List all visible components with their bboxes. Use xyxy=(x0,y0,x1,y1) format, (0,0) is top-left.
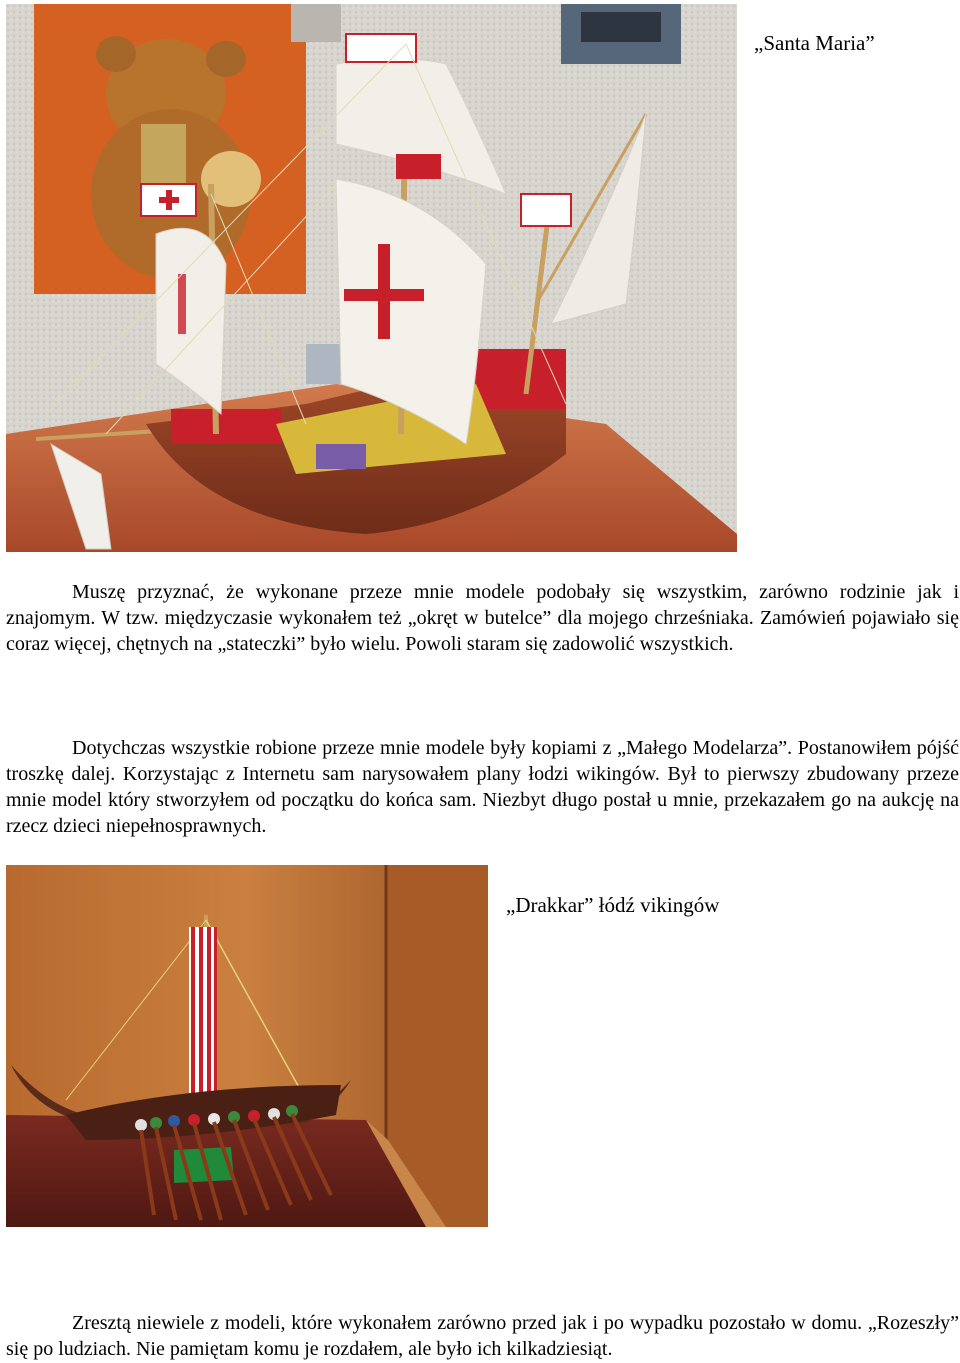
sailing-ship-photo-icon xyxy=(6,4,737,552)
drakkar-caption: „Drakkar” łódź vikingów xyxy=(506,893,720,917)
paragraph-1-text: Muszę przyznać, że wykonane przeze mnie modele podobały się wszystkim, zarówno rodzinie jak i znajomym. W tzw. międzyczasie wykonałem też „okręt w butelce” dla mojego chrześniaka. Zamówień pojawiało się coraz więcej, chętnych na „stateczki” było wielu. Powoli staram się zadowolić wszystkich. xyxy=(6,581,959,655)
santa-maria-photo xyxy=(6,4,737,552)
santa-maria-caption: „Santa Maria” xyxy=(754,31,875,55)
viking-longship-photo-icon xyxy=(6,865,488,1227)
paragraph-3 xyxy=(6,1310,959,1362)
paragraph-2 xyxy=(6,735,959,839)
drakkar-photo xyxy=(6,865,488,1227)
paragraph-1 xyxy=(6,579,959,657)
paragraph-2-text: Dotychczas wszystkie robione przeze mnie modele były kopiami z „Małego Modelarza”. Postanowiłem pójść troszkę dalej. Korzystając z Internetu sam narysowałem plany łodzi wikingów. Był to pierwszy zbudowany przeze mnie model który stworzyłem od początku do końca sam. Niezbyt długo postał u mnie, przekazałem go na aukcję na rzecz dzieci niepełnosprawnych. xyxy=(6,737,959,837)
paragraph-3-text: Zresztą niewiele z modeli, które wykonałem zarówno przed jak i po wypadku pozostało w domu. „Rozeszły” się po ludziach. Nie pamiętam komu je rozdałem, ale było ich kilkadziesiąt. xyxy=(6,1312,959,1360)
